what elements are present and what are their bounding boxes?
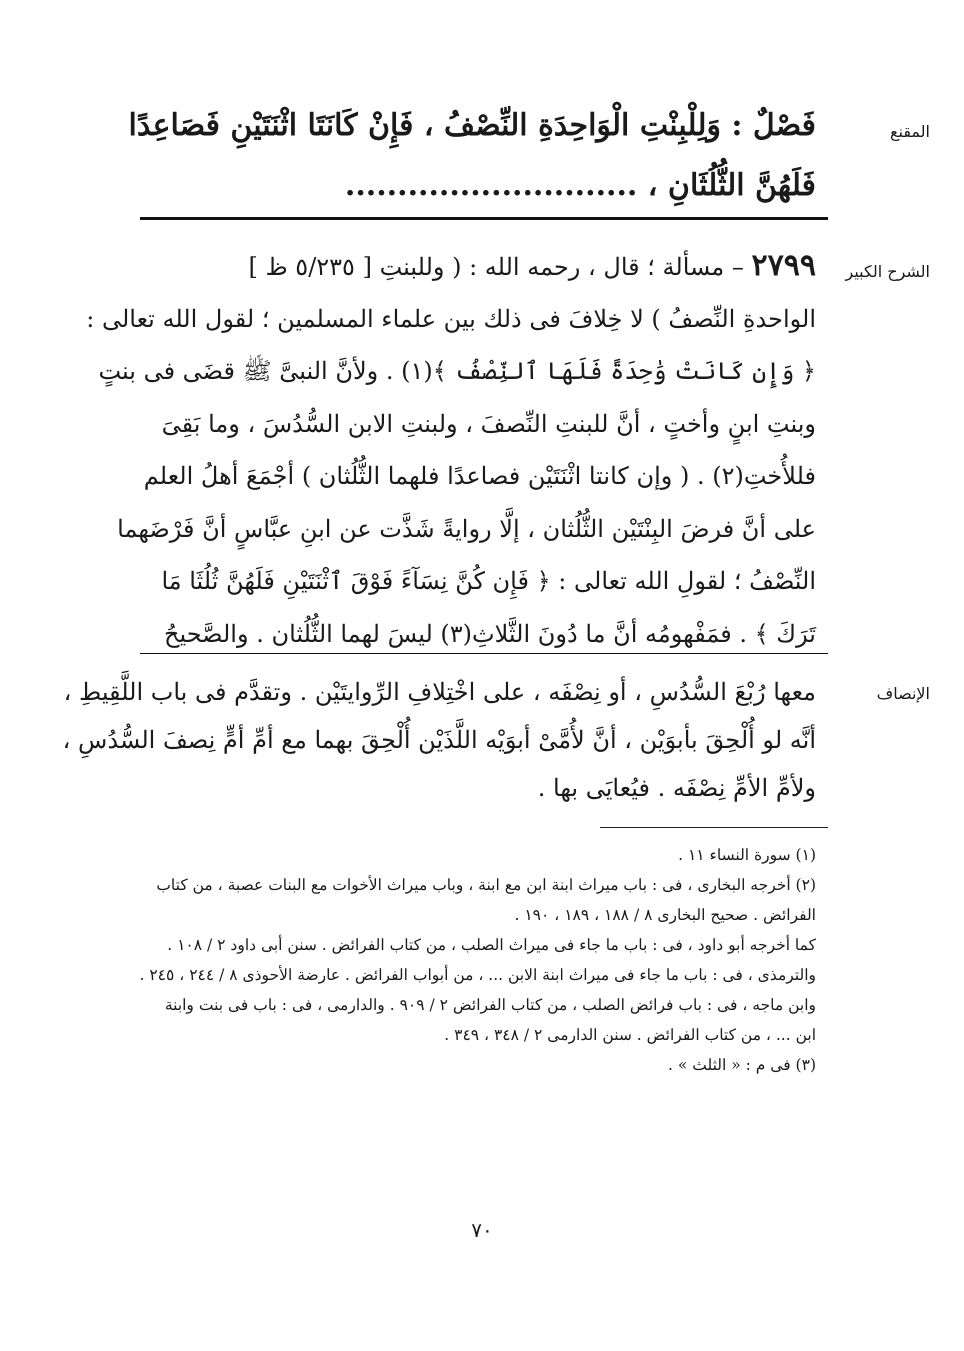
sharh-line-6: على أنَّ فرضَ البِنْتَيْن الثُّلُثان ، إلَّا روايةً شَذَّت عن ابنِ عبَّاسٍ أنَّ فَرْضَهما	[117, 514, 816, 543]
insaf-text	[62, 668, 816, 812]
section-label-muqni: المقنع	[889, 122, 930, 141]
sharh-line-1-text: – مسألة ؛ قال ، رحمه الله : ( وللبنتِ [ ٥/٢٣٥ ظ ]	[248, 253, 744, 281]
insaf-line-1: معها رُبْعَ السُّدُسِ ، أو نِصْفَه ، على اخْتِلافِ الرِّوايتَيْن . وتقدَّم فى باب اللَّقِيطِ ،	[63, 678, 816, 706]
sharh-line-1	[131, 240, 816, 293]
section-label-sharh: الشرح الكبير	[845, 262, 930, 281]
section-label-insaf: الإنصاف	[876, 684, 930, 703]
sharh-text	[86, 240, 816, 660]
sharh-line-7: النِّصْفُ ؛ لقولِ الله تعالى : ﴿ فَإِن كُنَّ نِسَآءً فَوْقَ ٱثْنَتَيْنِ فَلَهُنَّ ثُلُثَا مَا	[161, 567, 816, 595]
footnotes	[131, 840, 816, 1080]
footnote-line: الفرائض . صحيح البخارى ٨ / ١٨٨ ، ١٨٩ ، ١٩٠ .	[514, 906, 816, 924]
sharh-line-2: الواحدةِ النِّصفُ ) لا خِلافَ فى ذلك بين علماء المسلمين ؛ لقول الله تعالى :	[86, 304, 816, 333]
sharh-line-5: فللأُختِ(٢) . ( وإن كانتا اثْنَتَيْن فصاعدًا فلهما الثُّلُثان ) أجْمَعَ أهلُ العلم	[143, 462, 816, 490]
muqni-line-1: فَصْلٌ : وَلِلْبِنْتِ الْوَاحِدَةِ النِّصْفُ ، فَإِنْ كَانَتَا اثْنَتَيْنِ فَصَاعِدًا	[128, 108, 816, 143]
sharh-line-4: وبنتِ ابنٍ وأختٍ ، أنَّ للبنتِ النِّصفَ ، ولبنتِ الابن السُّدُسَ ، وما بَقِىَ	[161, 409, 816, 438]
issue-number: ٢٧٩٩	[751, 248, 816, 283]
insaf-line-2: أنَّه لو أُلْحِقَ بأبوَيْن ، أنَّ لأُمَّىْ أبوَيْه اللَّذَيْن أُلْحِقَ بهما مع أمِّ أمٍّ نِصفَ السُّدُسِ ،	[62, 726, 816, 754]
sharh-line-8: تَرَكَ ﴾ . فمَفْهومُه أنَّ ما دُونَ الثَّلاثِ(٣) ليسَ لهما الثُّلُثان . والصَّحيحُ	[163, 619, 816, 648]
section-divider-thick	[140, 217, 828, 220]
footnote-line: (٣) فى م : « الثلث » .	[667, 1056, 816, 1074]
muqni-line-2: فَلَهُنَّ الثُّلُثَانِ ، ............................	[344, 168, 816, 203]
footnote-line: والترمذى ، فى : باب ما جاء فى ميراث ابنة الابن ... ، من أبواب الفرائض . عارضة الأحوذى ٨ / ٢٤٤ ، ٢٤٥ .	[139, 966, 816, 984]
insaf-line-3: ولأمِّ الأمِّ نِصْفَه . فيُعايَى بها .	[537, 774, 816, 802]
sharh-line-3: ﴿ وَإِن كَانَتْ وَٰحِدَةً فَلَهَا ٱلنِّصْفُ ﴾(١) . ولأنَّ النبىَّ ﷺ قضَى فى بنتٍ	[98, 357, 816, 385]
footnote-line: كما أخرجه أبو داود ، فى : باب ما جاء فى ميراث الصلب ، من كتاب الفرائض . سنن أبى داود ٢ / ١٠٨ .	[167, 936, 816, 954]
muqni-text	[128, 96, 816, 216]
section-divider-thin	[140, 653, 828, 654]
page-number: ٧٠	[471, 1218, 493, 1242]
footnote-line: (٢) أخرجه البخارى ، فى : باب ميراث ابنة ابن مع ابنة ، وباب ميراث الأخوات مع البنات عصبة ، من كتاب	[156, 876, 816, 894]
footnote-separator	[600, 827, 828, 828]
footnote-line: (١) سورة النساء ١١ .	[678, 846, 816, 864]
footnote-line: ابن ... ، من كتاب الفرائض . سنن الدارمى ٢ / ٣٤٨ ، ٣٤٩ .	[444, 1026, 816, 1044]
footnote-line: وابن ماجه ، فى : باب فرائض الصلب ، من كتاب الفرائض ٢ / ٩٠٩ . والدارمى ، فى : باب فى بنت وابنة	[164, 996, 816, 1014]
